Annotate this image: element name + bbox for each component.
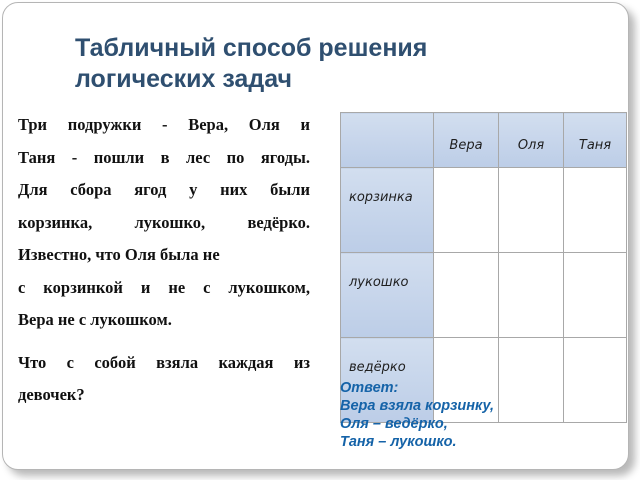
row-header-lukoshko: лукошко	[341, 253, 434, 338]
slide-title	[75, 33, 595, 95]
table-cell	[564, 168, 627, 253]
table-cell	[499, 168, 564, 253]
table-cell	[434, 168, 499, 253]
logic-table	[340, 112, 627, 423]
problem-line: Известно, что Оля была не	[18, 245, 220, 264]
question-line: Что с собой взяла каждая из	[18, 352, 310, 372]
problem-line: Таня - пошли в лес по ягоды.	[18, 147, 310, 167]
answer-line: Таня – лукошко.	[340, 434, 457, 450]
table-cell	[499, 338, 564, 423]
table-corner-cell	[341, 113, 434, 168]
column-header-tanya: Таня	[564, 113, 627, 168]
problem-line: корзинка, лукошко, ведёрко.	[18, 212, 310, 232]
problem-line: Вера не с лукошком.	[18, 310, 172, 329]
table-row	[341, 168, 627, 253]
row-header-korzinka: корзинка	[341, 168, 434, 253]
slide-frame	[2, 2, 629, 470]
title-line-2: логических задач	[75, 65, 292, 93]
problem-line: Для сбора ягод у них были	[18, 180, 310, 199]
question-line: девочек?	[18, 385, 85, 404]
problem-line: Три подружки - Вера, Оля и	[18, 115, 310, 134]
problem-question	[18, 347, 310, 412]
column-header-vera: Вера	[434, 113, 499, 168]
answer-line: Оля – ведёрко,	[340, 416, 448, 432]
table-cell	[499, 253, 564, 338]
table-header-row	[341, 113, 627, 168]
problem-text	[18, 109, 310, 412]
problem-line: с корзинкой и не с лукошком,	[18, 277, 310, 297]
table-cell	[564, 338, 627, 423]
table-cell	[564, 253, 627, 338]
table-cell	[434, 253, 499, 338]
answer-line: Вера взяла корзинку,	[340, 398, 495, 414]
table-row	[341, 253, 627, 338]
column-header-olya: Оля	[499, 113, 564, 168]
answer-label: Ответ:	[340, 380, 399, 396]
row-header-vedyorko: ведёрко	[341, 338, 434, 423]
title-line-1: Табличный способ решения	[75, 34, 428, 62]
answer-block	[340, 379, 494, 451]
